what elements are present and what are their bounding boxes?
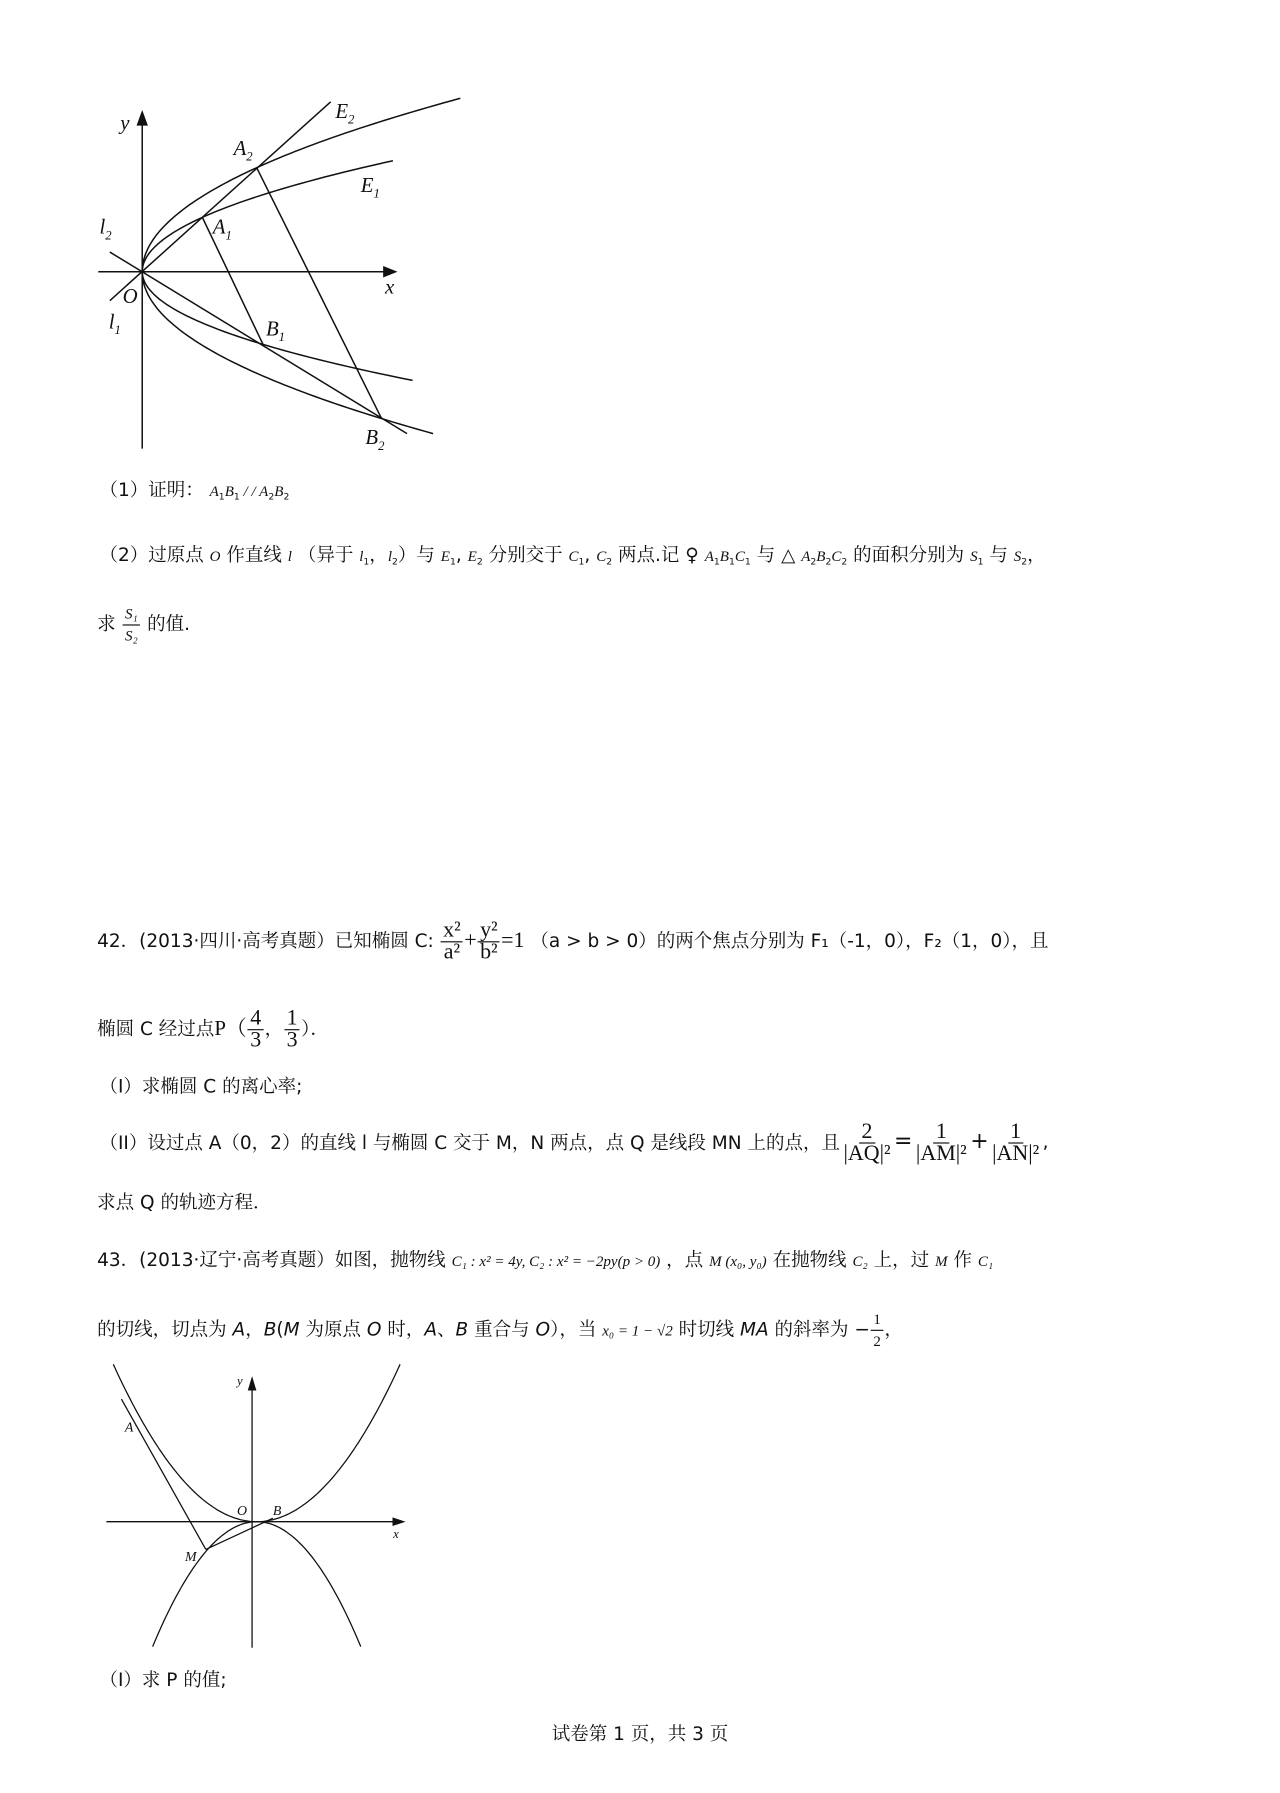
math-expr: O	[535, 1318, 551, 1341]
page-footer: 试卷第 1 页，共 3 页	[551, 1722, 729, 1745]
label-a2: $A_2$	[233, 135, 253, 164]
foci-text: （a > b > 0）的两个焦点分别为 F₁（-1，0），F₂（1，0），且	[530, 929, 1049, 952]
math-symbol: O	[209, 546, 221, 565]
math-symbol: C	[596, 546, 607, 565]
y-arrow-icon-2	[249, 1378, 256, 1390]
text: 2	[1021, 556, 1028, 567]
math-symbol: B	[816, 546, 826, 565]
label-x: x	[385, 274, 395, 299]
label-b1: $B_1$	[265, 316, 286, 345]
text: 2	[268, 491, 275, 502]
text: 作	[947, 1248, 978, 1271]
text: ，	[245, 1318, 264, 1341]
fraction-1-3: $\frac{1}{3}$	[284, 1008, 300, 1051]
math-symbol: B	[274, 482, 284, 500]
math-symbol: S	[1013, 546, 1022, 565]
numerator: S₁	[123, 604, 140, 626]
part-label: （1）证明：	[99, 478, 204, 501]
text: 在抛物线	[766, 1248, 853, 1271]
text: ,	[584, 543, 597, 566]
label-e1: $E_1$	[360, 172, 380, 201]
math-expr: MA	[740, 1318, 769, 1341]
text: 1	[363, 556, 370, 567]
q43-part1: （I）求 P 的值;	[99, 1668, 227, 1691]
label-a-2: A	[124, 1420, 134, 1436]
q42-part2: （II）设过点 A（0，2）的直线 l 与椭圆 C 交于 M，N 两点，点 Q 是线段 MN 上的点，且 $\frac{2}{\text{|AQ|²}}$ = $\frac{1}{\text{|AM|²}}$ + $\frac{1}{\text{|AN|²}}$ ,	[99, 1119, 1049, 1166]
text: 2	[825, 556, 832, 567]
parabola-c2	[153, 1522, 361, 1647]
label-b2: $B_2$	[365, 425, 385, 453]
text: 的面积分别为	[847, 543, 971, 566]
x-arrow-icon-2	[393, 1518, 403, 1525]
tangent-ma	[121, 1399, 205, 1549]
label-l1: $l_1$	[108, 309, 121, 338]
q42-line1: 42．(2013·四川·高考真题）已知椭圆 C: $\frac{\text{x²}}{\text{a²}}$ + $\frac{\text{y²}}{\text{b²}}$ =1 （a > b > 0）的两个焦点分别为 F₁（-1，0），F₂（1，0），且	[97, 918, 1049, 965]
text: 的切线，切点为	[97, 1318, 233, 1341]
label-o-2: O	[237, 1503, 248, 1519]
text: 2	[283, 491, 290, 502]
text: 时，	[381, 1318, 425, 1341]
text: ，点	[660, 1248, 710, 1271]
q43-line1	[97, 1249, 993, 1273]
text: 1	[233, 491, 240, 502]
text: 、	[437, 1318, 456, 1341]
math-expr: x₀ = 1 − √2	[602, 1321, 673, 1339]
math-expr: A	[232, 1318, 246, 1341]
q42-line2: 椭圆 C 经过点P（ $\frac{4}{3}$ ， $\frac{1}{3}$ ）．	[97, 1005, 329, 1053]
label-b-2: B	[272, 1503, 282, 1519]
text: 1	[449, 556, 456, 567]
text: 2	[392, 556, 398, 567]
q42-part1: （I）求椭圆 C 的离心率;	[99, 1075, 303, 1098]
ratio-s1-s2	[123, 604, 140, 647]
text: 分别交于	[482, 543, 569, 566]
math-symbol: C	[734, 546, 745, 565]
math-symbol: S	[970, 546, 978, 565]
text: 1	[578, 556, 585, 567]
math-symbol: l	[387, 546, 393, 565]
text: ,	[455, 543, 468, 566]
text: 上，过	[867, 1248, 936, 1271]
math-symbol: B	[719, 546, 729, 565]
math-expr: C₁	[977, 1252, 994, 1270]
text: 重合与	[468, 1318, 536, 1341]
math-symbol: A	[801, 546, 811, 565]
q41-part1	[99, 479, 289, 509]
label-x-2: x	[393, 1526, 399, 1541]
text: 与 △	[750, 543, 802, 566]
q43-line2: 的切线，切点为 A，B(M 为原点 O 时，A、B 重合与 O），当 x₀ = 1 − √2 时切线 MA 的斜率为 − $\frac{1}{2}$ ，	[97, 1309, 903, 1352]
text: 2	[810, 556, 817, 567]
text: ）与	[397, 543, 441, 566]
text: 43．(2013·辽宁·高考真题）如图，抛物线	[97, 1248, 452, 1271]
text: 的斜率为 −	[768, 1318, 870, 1341]
math-expr: B	[455, 1318, 469, 1341]
text: 与	[983, 543, 1014, 566]
text: 2	[476, 556, 483, 567]
text: ），当	[550, 1318, 603, 1341]
math-symbol: l	[359, 546, 364, 565]
denominator: S₂	[125, 626, 138, 645]
fraction-x2-a2: $\frac{\text{x²}}{\text{a²}}$	[441, 920, 463, 963]
text: 1	[744, 556, 751, 567]
math-expr: C₂	[852, 1252, 868, 1270]
fraction-1-am: $\frac{1}{\text{|AM|²}}$	[915, 1119, 967, 1166]
tangent-mb	[206, 1518, 273, 1549]
y-arrow-icon	[138, 112, 147, 125]
fraction-2-aq: $\frac{2}{\text{|AQ|²}}$	[843, 1119, 891, 1166]
fraction-1-2: $\frac{1}{2}$	[871, 1309, 883, 1352]
math-symbol: A	[704, 546, 714, 565]
math-expr: M (x₀, y₀)	[709, 1252, 767, 1270]
text: 2	[606, 556, 613, 567]
curve-e2	[142, 98, 460, 271]
math-expr: A	[424, 1318, 438, 1341]
text: 求	[97, 612, 116, 635]
math-symbol: C	[568, 546, 579, 565]
parabola-c1	[113, 1364, 400, 1521]
label-o: O	[122, 283, 138, 308]
text: 的值.	[147, 612, 191, 635]
math-symbol: C	[831, 546, 842, 565]
text: 为原点	[299, 1318, 367, 1341]
text: (	[276, 1318, 284, 1341]
text: 两点.记 ♀	[612, 543, 705, 566]
text: 1	[218, 491, 225, 502]
math-expr: O	[366, 1318, 382, 1341]
math-expr: M	[283, 1318, 300, 1341]
text: 2	[841, 556, 848, 567]
label-l2: $l_2$	[99, 214, 112, 243]
label-a1: $A_1$	[212, 214, 232, 243]
text: 时切线	[672, 1318, 741, 1341]
text: 1	[977, 556, 984, 567]
curve-e1	[142, 161, 393, 272]
math-symbol: B	[224, 482, 234, 500]
math-symbol: A	[259, 482, 269, 500]
q41-part2	[99, 543, 1045, 573]
math-expr: C₁ : x² = 4y, C₂ : x² = −2py(p > 0)	[451, 1252, 661, 1270]
math-symbol: A	[209, 482, 219, 500]
label-m-2: M	[185, 1550, 197, 1566]
math-expr: B	[263, 1318, 277, 1341]
text: （异于	[291, 543, 360, 566]
fraction-1-an: $\frac{1}{\text{|AN|²}}$	[992, 1119, 1040, 1166]
text: ，	[1027, 543, 1046, 566]
text: （2）过原点	[99, 543, 210, 566]
math-expr: M	[935, 1252, 948, 1270]
fraction-4-3: $\frac{4}{3}$	[248, 1008, 264, 1051]
q42-part2-end: 求点 Q 的轨迹方程．	[97, 1190, 272, 1213]
text: 作直线	[220, 543, 288, 566]
text: 1	[713, 556, 720, 567]
text: ，	[369, 543, 388, 566]
label-y-2: y	[237, 1374, 243, 1389]
math-symbol: E	[467, 546, 477, 565]
label-e2: $E_2$	[335, 98, 355, 127]
fraction-y2-b2: $\frac{\text{y²}}{\text{b²}}$	[478, 920, 500, 963]
question-intro: 42．(2013·四川·高考真题）已知椭圆 C:	[97, 929, 434, 952]
q41-part2-cont	[97, 604, 190, 647]
math-symbol: l	[287, 546, 292, 565]
text: 1	[728, 556, 735, 567]
math-symbol: E	[440, 546, 450, 565]
parallel-statement	[210, 479, 290, 501]
math-symbol: / /	[239, 482, 260, 500]
label-y: y	[120, 110, 130, 135]
